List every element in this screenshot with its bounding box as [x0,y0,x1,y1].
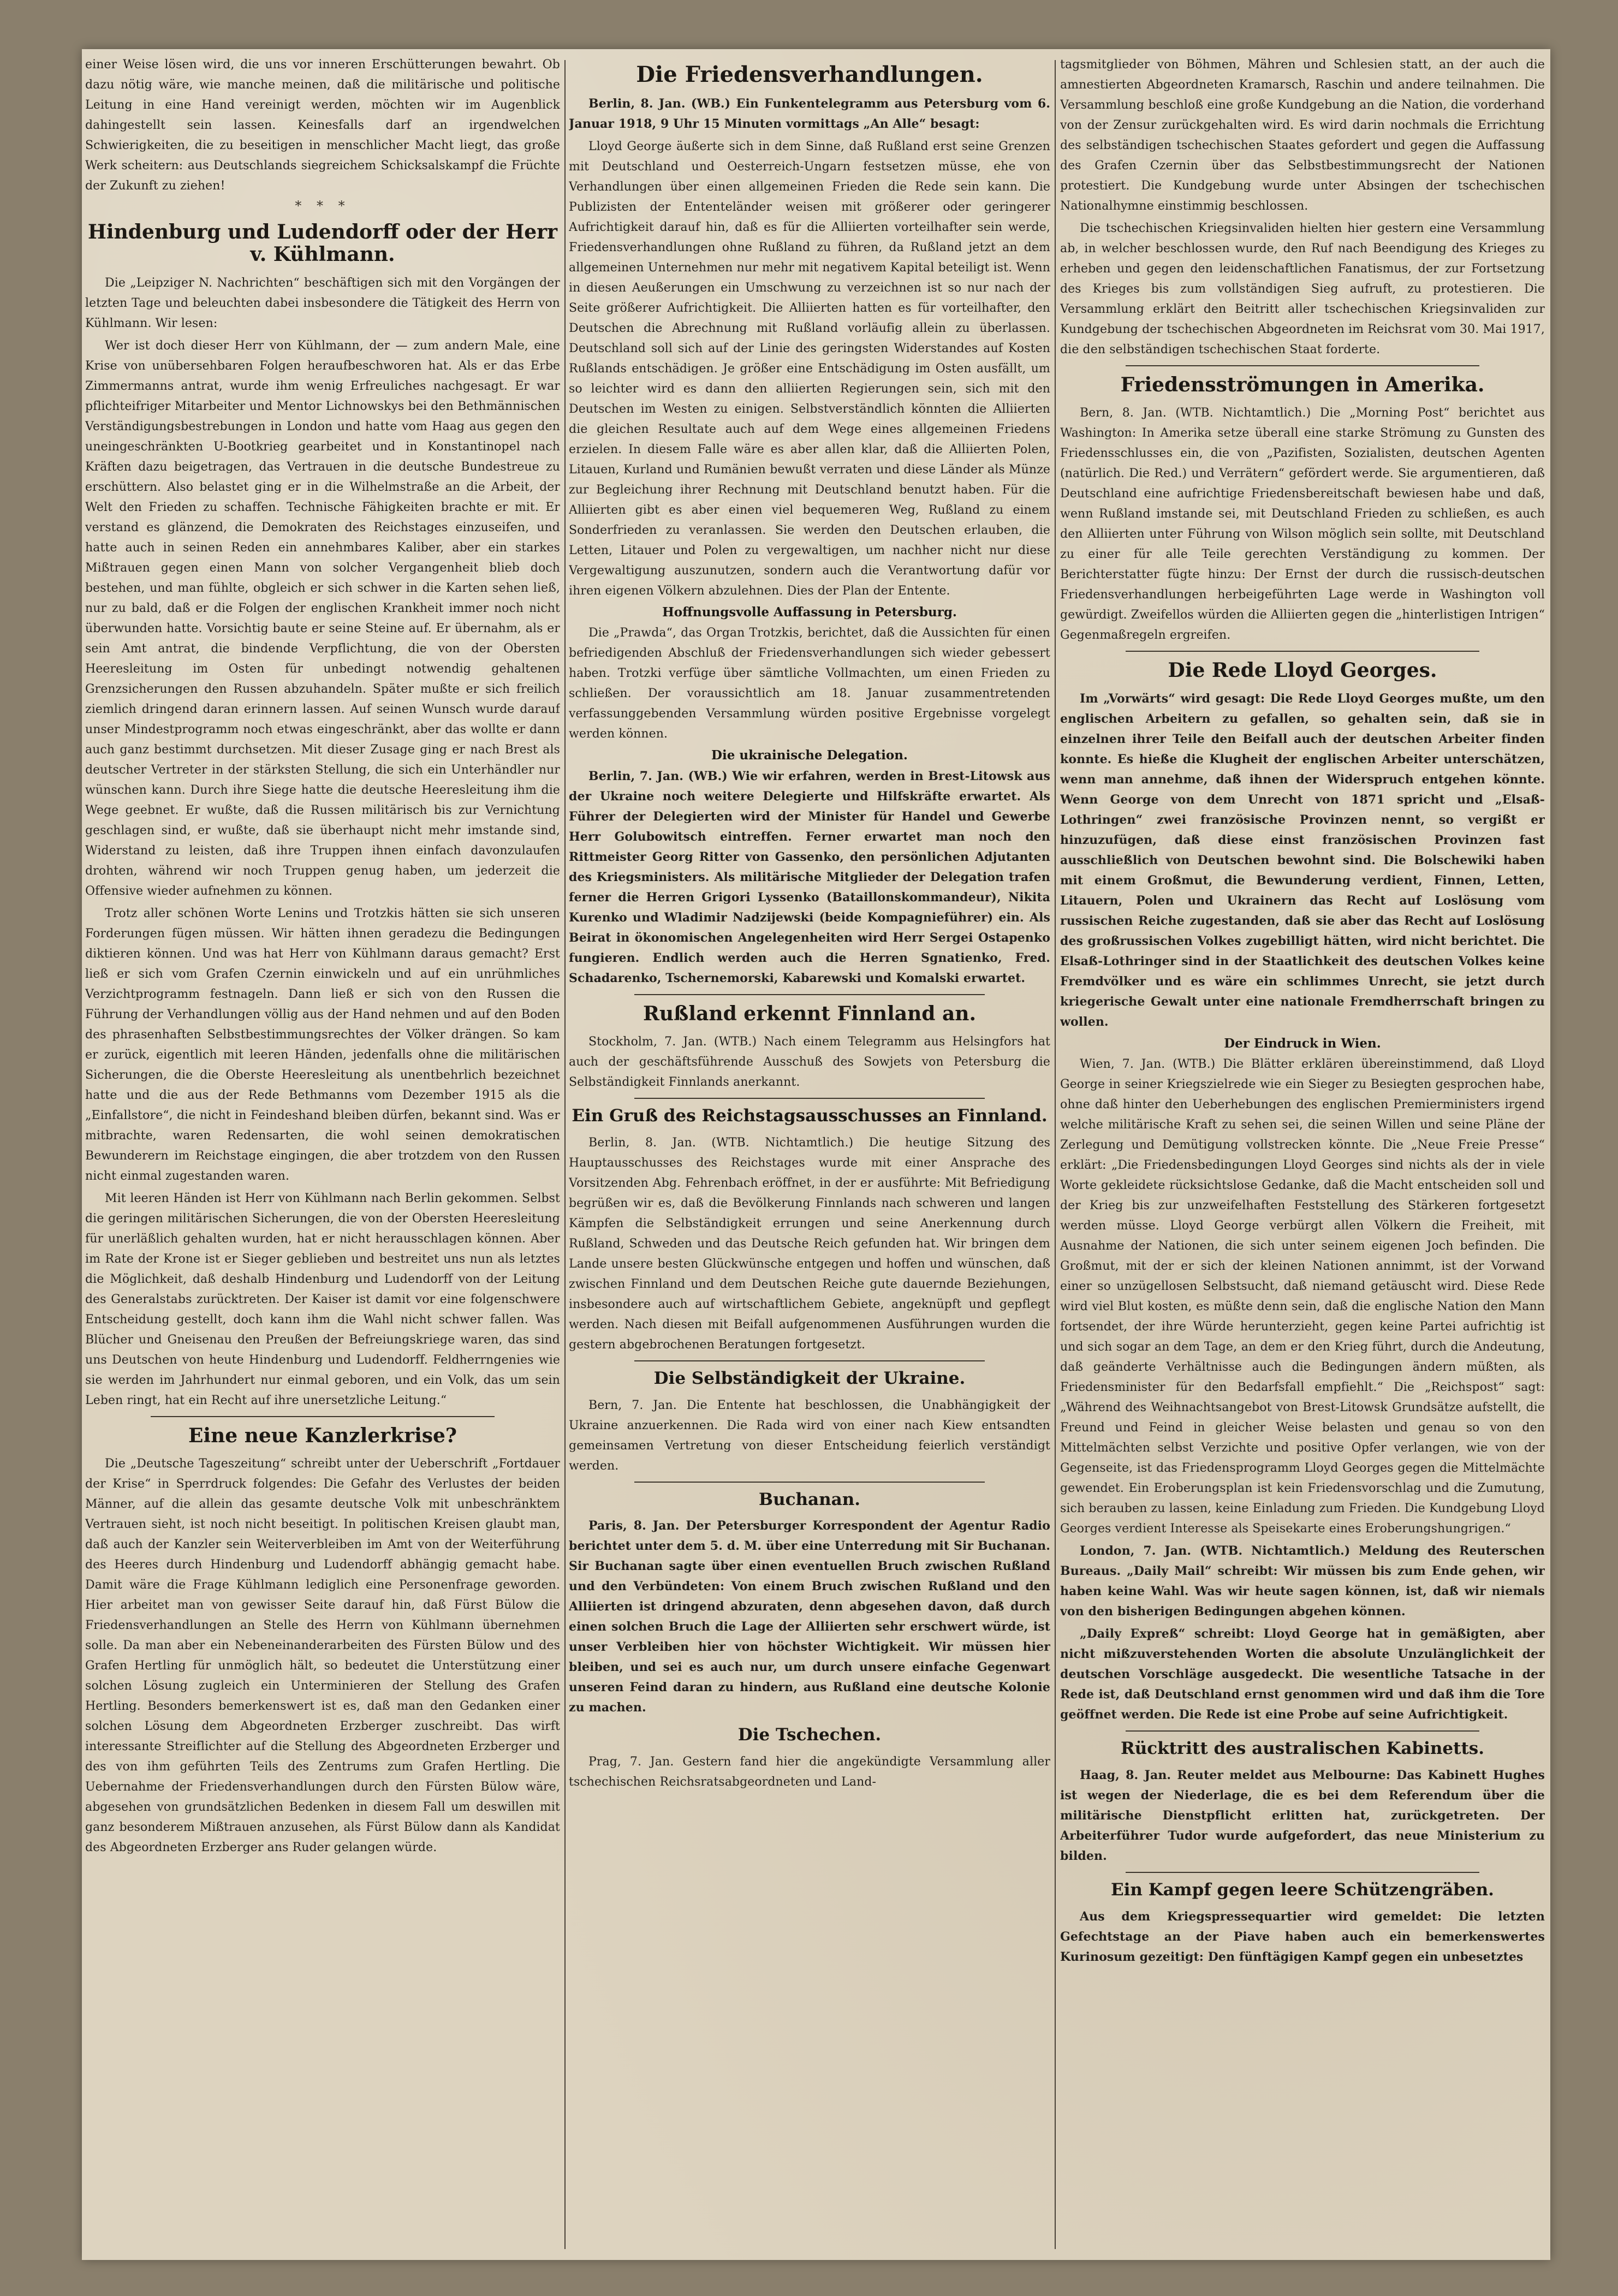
section-divider [634,1360,985,1361]
headline-kabinett: Rücktritt des australischen Kabinetts. [1120,1739,1485,1759]
article-paragraph: Die „Deutsche Tageszeitung“ schreibt unter der Ueberschrift „Fortdauer der Krise“ in Sperrdruck folgendes: Die Gefahr des Verlustes der beiden Männer, auf die allein das gesamte deutsche Volk mit unbeschränktem Vertrauen sieht, ist noch nicht beseitigt. In politischen Kreisen glaubt man, daß auch der Kanzler sein Weiterverbleiben im Amt von der Weiterführung des Heeres durch Hindenburg und Ludendorff abhängig gemacht habe. Damit wäre die Frage Kühlmann lediglich eine Personenfrage geworden. Hier arbeitet man von gewisser Seite darauf hin, daß Fürst Bülow die Friedensverhandlungen an Stelle des Herrn von Kühlmann übernehmen solle. Da man aber ein Nebeneinanderarbeiten des Fürsten Bülow und des Grafen Hertling für unmöglich hält, so bedeutet die Unterstützung einer solchen Lösung zugleich ein Unterminieren der Stellung des Grafen Hertling. Besonders bemerkenswert ist es, daß man den Gedanken einer solchen Lösung dem Abgeordneten Erzberger zuschreibt. Das wirft interessante Streiflichter auf die Stellung des Abgeordneten Erzberger und des von ihm geführten Teils des Zentrums zum Grafen Hertling. Die Uebernahme der Friedensverhandlungen durch den Fürsten Bülow wäre, abgesehen von grundsätzlichen Bedenken in diesem Fall um deswillen mit ganz besonderem Mißtrauen anzusehen, als Fürst Bülow dann als Kandidat des Abgeordneten Erzberger ans Ruder gelangen würde. [85,1457,560,1855]
article-paragraph: „Daily Expreß“ schreibt: Lloyd George hat in gemäßigten, aber nicht mißzuverstehenden Worten die absolute Unzulänglichkeit der deutschen Vorschläge ausgedeckt. Die wesentliche Tatsache in der Rede ist, daß Deutschland ernst genommen wird und daß ihm die Tore geöffnet werden. Die Rede ist eine Probe auf seine Aufrichtigkeit. [1060,1627,1545,1722]
article-paragraph: Prag, 7. Jan. Gestern fand hier die angekündigte Versammlung aller tschechischen Reichsratsabgeordneten und Land- [569,1754,1050,1789]
headline-hindenburg: Hindenburg und Ludendorff oder der Herr v. Kühlmann. [87,221,558,266]
section-divider [634,1098,985,1099]
article-continuation: einer Weise lösen wird, die uns vor inneren Erschütterungen bewahrt. Ob dazu nötig wäre, wie manche meinen, daß die militärische und politische Leitung in eine Hand vereinigt werden, möchten wir im Augenblick dahingestellt sein lassen. Keinesfalls darf an irgendwelchen Schwierigkeiten, die zu beseitigen in menschlicher Macht liegt, das große Werk scheitern: aus Deutschlands siegreichem Schicksalskampf die Früchte der Zukunft zu ziehen! [85,58,560,193]
headline-lloyd-george: Die Rede Lloyd Georges. [1168,659,1437,682]
headline-gruss: Ein Gruß des Reichstagsausschusses an Finnland. [572,1106,1048,1126]
article-paragraph: Mit leeren Händen ist Herr von Kühlmann nach Berlin gekommen. Selbst die geringen militärischen Sicherungen, die von der Obersten Heeresleitung für unerläßlich gehalten wurden, hat er nicht herausschlagen können. Aber im Rate der Krone ist er Sieger geblieben und bestreitet uns nun als letztes die Möglichkeit, daß deshalb Hindenburg und Ludendorff von der Leitung des Generalstabs zurücktreten. Der Kaiser ist damit vor eine folgenschwere Entscheidung gestellt, doch kann ihm die Wahl nicht schwer fallen. Was Blücher und Gneisenau den Preußen der Befreiungskriege waren, das sind uns Deutschen von heute Hindenburg und Ludendorff. Feldherrngenies wie sie werden im Jahrhundert nur einmal geboren, und ein Volk, das um sein Leben ringt, hat ein Recht auf ihre unersetzliche Leitung.“ [85,1191,560,1407]
middle-column [569,55,1050,2255]
article-paragraph: Aus dem Kriegspressequartier wird gemeldet: Die letzten Gefechtstage an der Piave haben auch ein bemerkenswertes Kurinosum gezeitigt: Den fünftägigen Kampf gegen ein unbesetztes [1060,1909,1545,1964]
article-paragraph: Die „Leipziger N. Nachrichten“ beschäftigen sich mit den Vorgängen der letzten Tage und beleuchten dabei insbesondere die Tätigkeit des Herrn von Kühlmann. Wir lesen: [85,276,560,330]
section-divider [1126,365,1479,366]
article-paragraph: Wer ist doch dieser Herr von Kühlmann, der — zum andern Male, eine Krise von unübersehbaren Folgen heraufbeschworen hat. Als er das Erbe Zimmermanns antrat, wurde ihm wenig Erfreuliches nachgesagt. Er war pflichteifriger Mitarbeiter und Mentor Lichnowskys bei den Bethmännischen Verständigungsbestrebungen in London und hatte vom Haag aus gegen den uneingeschränkten U-Bootkrieg gearbeitet und in Konstantinopel nach Kräften dazu beigetragen, das Vertrauen in die deutsche Bundestreue zu erschüttern. Also belastet ging er in die Wilhelmstraße an die Arbeit, der Welt den Frieden zu schaffen. Technische Fähigkeiten brachte er mit. Er verstand es glänzend, die Demokraten des Reichstages einzuseifen, und hatte auch in seinen Reden ein annehmbares Kaliber, aber ein starkes Mißtrauen gegen einen Mann von solcher Vergangenheit blieb doch bestehen, und man fühlte, obgleich er sich schwer in die Karten sehen ließ, nur zu bald, daß er die Folgen der englischen Krankheit immer noch nicht überwunden hatte. Vorsichtig baute er seine Steine auf. Er übernahm, als er sein Amt antrat, die bindende Verpflichtung, die von der Obersten Heeresleitung im Osten für unbedingt notwendig gehaltenen Grenzsicherungen den Russen abzuhandeln. Später mußte er sich freilich ziemlich dringend daran erinnern lassen. Auf seinen Wunsch wurde darauf unser Mindestprogramm noch etwas eingeschränkt, aber das wollte er dann auch ganz bestimmt durchsetzen. Mit dieser Zusage ging er nach Brest als deutscher Vertreter in der stärksten Stellung, die sich ein Unterhändler nur wünschen kann. Durch ihre Siege hatte die deutsche Heeresleitung ihm die Wege geebnet. Er wußte, daß die Russen militärisch bis zur Vernichtung geschlagen sind, er wußte, daß sie überhaupt nicht mehr imstande sind, Widerstand zu leisten, daß ihre Truppen ihnen einfach davonzulaufen drohten, während wir noch Truppen genug haben, um jederzeit die Offensive wieder aufnehmen zu können. [85,338,560,898]
column-rule [1055,60,1056,2249]
article-paragraph: Lloyd George äußerte sich in dem Sinne, daß Rußland erst seine Grenzen mit Deutschland und Oesterreich-Ungarn festsetzen müsse, ehe von Verhandlungen über einen allgemeinen Frieden die Rede sein kann. Die Publizisten der Ententeländer weisen mit größerer oder geringerer Aufrichtigkeit darauf hin, daß es für die Alliierten vorteilhafter sein werde, Friedensverhandlungen ohne Rußland zu führen, da Rußland jetzt an dem allgemeinen Unternehmen nur mehr mit negativem Kapital beteiligt ist. Wenn in diesen Aeußerungen ein Umschwung zu verzeichnen ist so nur nach der Seite größerer Aufrichtigkeit. Die Alliierten hatten es für vorteilhafter, den Deutschen die Abrechnung mit Rußland vorläufig allein zu überlassen. Deutschland soll sich auf der Linie des geringsten Widerstandes auf Kosten Rußlands entschädigen. Je größer eine Entschädigung im Osten ausfällt, um so leichter wird es dann den alliierten Regierungen sein, sich mit den Deutschen im Westen zu einigen. Selbstverständlich könnten die Alliierten die gleichen Resultate auch auf dem Wege eines allgemeinen Friedens erzielen. In diesem Falle wäre es aber allen klar, daß die Alliierten Polen, Litauen, Kurland und Rumänien bewußt verraten und diese Länder als Münze zur Begleichung ihrer Rechnung mit Deutschland benutzt haben. Für die Alliierten gibt es aber einen viel bequemeren Weg, Rußland zu einem Sonderfrieden zu veranlassen. Sie werden den Deutschen erlauben, die Letten, Litauer und Polen zu vergewaltigen, um nachher nicht nur diese Vergewaltigung auszunutzen, sondern auch die Verantwortung dafür vor ihren eigenen Völkern abzulehnen. Dies der Plan der Entente. [569,140,1050,598]
article-continuation: tagsmitglieder von Böhmen, Mähren und Schlesien statt, an der auch die amnestierten Abgeordneten Kramarsch, Raschin und andere teilnahmen. Die Versammlung beschloß eine große Kundgebung an die Nation, die vorderhand von der Zensur zurückgehalten wird. Es wird darin nochmals die Errichtung des selbständigen tschechischen Staates gefordert und gegen die Auffassung des Grafen Czernin über das Selbstbestimmungsrecht der Nationen protestiert. Die Kundgebung wurde unter Absingen der tschechischen Nationalhymne einstimmig beschlossen. [1060,58,1545,213]
headline-buchanan: Buchanan. [758,1489,861,1509]
left-column [85,55,560,2255]
ornament: * * * [295,198,350,213]
article-paragraph: Berlin, 8. Jan. (WTB. Nichtamtlich.) Die heutige Sitzung des Hauptausschusses des Reichstages wurde mit einer Ansprache des Vorsitzenden Abg. Fehrenbach eröffnet, in der er ausführte: Mit Befriedigung begrüßen wir es, daß die Bevölkerung Finnlands nach schweren und langen Kämpfen die Selbständigkeit errungen und seine Anerkennung durch Rußland, Schweden und das Deutsche Reich gefunden hat. Wir bringen dem Lande unsere besten Glückwünsche entgegen und hoffen und wünschen, daß zwischen Finnland und dem Deutschen Reiche gute dauernde Beziehungen, insbesondere auch auf wirtschaftlichem Gebiete, angeknüpft und gepflegt werden. Nach diesen mit Beifall aufgenommenen Ausführungen wurden die gestern abgebrochenen Beratungen fortgesetzt. [569,1135,1050,1352]
right-column [1060,55,1545,2255]
column-rule [564,60,566,2249]
article-paragraph: Berlin, 8. Jan. (WB.) Ein Funkentelegramm aus Petersburg vom 6. Januar 1918, 9 Uhr 15 Minuten vormittags „An Alle“ besagt: [569,97,1050,131]
headline-ukraine: Die Selbständigkeit der Ukraine. [653,1368,966,1388]
subhead-wien: Der Eindruck in Wien. [1224,1036,1381,1051]
article-paragraph: Haag, 8. Jan. Reuter meldet aus Melbourne: Das Kabinett Hughes ist wegen der Niederlage, die es bei dem Referendum über die militärische Dienstpflicht erlitten hat, zurückgetreten. Der Arbeiterführer Tudor wurde aufgefordert, das neue Ministerium zu bilden. [1060,1768,1545,1863]
section-divider [634,994,985,995]
article-paragraph: London, 7. Jan. (WTB. Nichtamtlich.) Meldung des Reuterschen Bureaus. „Daily Mail“ schreibt: Wir müssen bis zum Ende gehen, wir haben keine Wahl. Was wir heute sagen können, ist, daß wir niemals von den bisherigen Bedingungen abgehen können. [1060,1544,1545,1619]
article-paragraph: Bern, 8. Jan. (WTB. Nichtamtlich.) Die „Morning Post“ berichtet aus Washington: In Amerika setze überall eine starke Strömung zu Gunsten des Friedensschlusses ein, die von „Pazifisten, Sozialisten, deutschen Agenten (natürlich. Die Red.) und Verrätern“ gefördert werde. Sie argumentieren, daß Deutschland eine aufrichtige Friedensbereitschaft bewiesen habe und daß, wenn Rußland imstande sei, mit Deutschland Frieden zu schließen, es auch den Alliierten unter Führung von Wilson möglich sein sollte, mit Deutschland zu einer für alle Teile gerechten Verständigung zu kommen. Der Berichterstatter fügte hinzu: Der Ernst der durch die russisch-deutschen Friedensverhandlungen herbeigeführten Lage werde in Washington voll gewürdigt. Zweifellos würden die Alliierten gegen die „hinterlistigen Intrigen“ Gegenmaßregeln ergreifen. [1060,406,1545,643]
headline-tschechen: Die Tschechen. [737,1725,882,1745]
subhead-ukraine-delegation: Die ukrainische Delegation. [711,748,908,763]
section-divider [151,1416,495,1417]
newspaper-page [82,49,1550,2260]
section-divider [634,1482,985,1483]
subhead-petersburg: Hoffnungsvolle Auffassung in Petersburg. [662,605,957,620]
headline-friedensverhandlungen: Die Friedensverhandlungen. [636,62,983,87]
section-divider [1126,1872,1479,1873]
headline-finnland: Rußland erkennt Finnland an. [643,1002,977,1025]
article-paragraph: Die tschechischen Kriegsinvaliden hielten hier gestern eine Versammlung ab, in welcher beschlossen wurde, den Ruf nach Beendigung des Krieges zu erheben und gegen den leidenschaftlichen Fanatismus, der zur Fortsetzung des Krieges bis zum vollständigen Sieg aufruft, zu protestieren. Die Versammlung erklärt den Beitritt aller tschechischen Kriegsinvaliden zur Kundgebung der tschechischen Abgeordneten im Reichsrat vom 30. Mai 1917, die den selbständigen tschechischen Staat forderte. [1060,222,1545,356]
article-paragraph: Wien, 7. Jan. (WTB.) Die Blätter erklären übereinstimmend, daß Lloyd George in seiner Kriegszielrede wie ein Sieger zu Besiegten gesprochen habe, ohne daß hinter den Ueberhebungen des englischen Premierministers irgend welche militärische Kraft zu sehen sei, die seinen Willen und seine Pläne der Zerlegung und Demütigung vollstrecken könnte. Die „Neue Freie Presse“ erklärt: „Die Friedensbedingungen Lloyd Georges sind nichts als der in viele Worte gekleidete rücksichtslose Gedanke, daß die Macht entscheiden soll und der Krieg bis zur unzweifelhaften Feststellung des Stärkeren fortgesetzt werden müsse. Lloyd George verbürgt allen Völkern die Freiheit, mit Ausnahme der Nationen, die sich unter seinem eigenen Joch befinden. Die Großmut, mit der er sich der kleinen Nationen annimmt, ist der Vorwand einer so unzügellosen Selbstsucht, daß niemand getäuscht wird. Diese Rede wird viel Blut kosten, es müßte denn sein, daß die englische Nation den Mann fortsendet, der ihre Würde herunterzieht, gegen keine Partei aufrichtig ist und sich sogar an dem Tage, an dem er den Krieg führt, durch die Andeutung, daß geänderte Verhältnisse auch die Bedingungen ändern müßten, als Friedensminister für den Bedarfsfall empfiehlt.“ Die „Reichspost“ sagt: „Während des Weihnachtsangebot von Brest-Litowsk Grundsätze aufstellt, die Freund und Feind in gleicher Weise belasten und genau so von den Mittelmächten selbst Verzichte und positive Opfer verlangen, wie von der Gegenseite, ist das Friedensprogramm Lloyd Georges gegen die Mittelmächte gewendet. Ein Eroberungsplan ist kein Friedensvorschlag und die Zumutung, sich berauben zu lassen, keine Einladung zum Frieden. Die Kundgebung Lloyd Georges verdient Interesse als Speisekarte eines Eroberungshungrigen.“ [1060,1057,1545,1536]
headline-schuetzengraeben: Ein Kampf gegen leere Schützengräben. [1111,1879,1494,1900]
article-paragraph: Paris, 8. Jan. Der Petersburger Korrespondent der Agentur Radio berichtet unter dem 5. d. M. über eine Unterredung mit Sir Buchanan. Sir Buchanan sagte über einen eventuellen Bruch zwischen Rußland und den Verbündeten: Von einem Bruch zwischen Rußland und den Alliierten ist dringend abzuraten, denn abgesehen davon, daß durch einen solchen Bruch die Lage der Alliierten sehr erschwert würde, ist unser Verbleiben hier von höchster Wichtigkeit. Wir müssen hier bleiben, und sei es auch nur, um durch unsere einfache Gegenwart unseren Feind daran zu hindern, aus Rußland eine deutsche Kolonie zu machen. [569,1519,1050,1715]
article-paragraph: Die „Prawda“, das Organ Trotzkis, berichtet, daß die Aussichten für einen befriedigenden Abschluß der Friedensverhandlungen sich wieder gebessert haben. Trotzki verfüge über sämtliche Vollmachten, um einen Frieden zu schließen. Der voraussichtlich am 18. Januar zusammentretenden verfassunggebenden Versammlung würden positive Ergebnisse vorgelegt werden können. [569,626,1050,741]
section-divider [1126,1730,1479,1732]
article-paragraph: Trotz aller schönen Worte Lenins und Trotzkis hätten sie sich unseren Forderungen fügen müssen. Wir hätten ihnen geradezu die Bedingungen diktieren können. Und was hat Herr von Kühlmann daraus gemacht? Erst ließ er sich vom Grafen Czernin einwickeln und auf ein unrühmliches Verzichtprogramm festnageln. Dann ließ er sich von den Russen die Führung der Verhandlungen völlig aus der Hand nehmen und auf den Boden des phrasenhaften Selbstbestimmungsrechtes der Völker drängen. So kam er zurück, eigentlich mit leeren Händen, jedenfalls ohne die militärischen Sicherungen, die die Oberste Heeresleitung als unentbehrlich bezeichnet hatte und die aus der Rede Bethmanns vom Dezember 1915 als die „Einfallstore“, die nicht in Feindeshand bleiben dürfen, bekannt sind. Was er mitbrachte, waren Redensarten, die wohl seinen demokratischen Bewunderern im Reichstage eingingen, die aber trotzdem von den Russen nicht einmal zugestanden waren. [85,906,560,1183]
headline-kanzlerkrise: Eine neue Kanzlerkrise? [188,1424,457,1447]
article-paragraph: Bern, 7. Jan. Die Entente hat beschlossen, die Unabhängigkeit der Ukraine anzuerkennen. Die Rada wird von einer nach Kiew entsandten gemeinsamen Vertretung von dieser Entscheidung feierlich verständigt werden. [569,1398,1050,1473]
article-paragraph: Berlin, 7. Jan. (WB.) Wie wir erfahren, werden in Brest-Litowsk aus der Ukraine noch weitere Delegierte und Hilfskräfte erwartet. Als Führer der Delegierten wird der Minister für Handel und Gewerbe Herr Golubowitsch eintreffen. Ferner erwartet man noch den Rittmeister Georg Ritter von Gassenko, den persönlichen Adjutanten des Kriegsministers. Als militärische Mitglieder der Delegation trafen ferner die Herren Grigori Lyssenko (Bataillonskommandeur), Nikita Kurenko und Wladimir Nadzijewski (beide Kompagnieführer) ein. Als Beirat in ökonomischen Angelegenheiten wird Herr Sergei Ostapenko fungieren. Endlich werden auch die Herren Sgnatienko, Fred. Schadarenko, Tschernemorski, Kabarewski und Komalski erwartet. [569,769,1050,985]
section-divider [1126,651,1479,652]
article-paragraph: Stockholm, 7. Jan. (WTB.) Nach einem Telegramm aus Helsingfors hat auch der geschäftsführende Ausschuß des Sowjets von Petersburg die Selbständigkeit Finnlands anerkannt. [569,1035,1050,1090]
article-paragraph: Im „Vorwärts“ wird gesagt: Die Rede Lloyd Georges mußte, um den englischen Arbeitern zu gefallen, so gehalten sein, daß sie in einzelnen ihrer Teile den Beifall auch der deutschen Arbeiter finden konnte. Es hieße die Klugheit der englischen Arbeiter unterschätzen, wenn man annehme, daß ihnen der Widerspruch entgehen könnte. Wenn George von dem Unrecht von 1871 spricht und „Elsaß-Lothringen“ zwei französische Provinzen nennt, so vergißt er hinzuzufügen, daß diese einst französischen Provinzen fast ausschließlich von Deutschen bewohnt sind. Die Bolschewiki haben mit einem Großmut, die Bewunderung verdient, Finnen, Letten, Litauern, Polen und Ukrainern das Recht auf Loslösung vom russischen Reiche zugestanden, daß sie aber das Recht auf Loslösung des großrussischen Volkes zugebilligt hätten, wird nicht berichtet. Die Elsaß-Lothringer sind in der Staatlichkeit des deutschen Volkes keine Fremdvölker und es wäre ein schlimmes Unrecht, sie jetzt durch kriegerische Gewalt unter eine nationale Fremdherrschaft bringen zu wollen. [1060,691,1545,1029]
headline-amerika: Friedensströmungen in Amerika. [1120,373,1485,396]
